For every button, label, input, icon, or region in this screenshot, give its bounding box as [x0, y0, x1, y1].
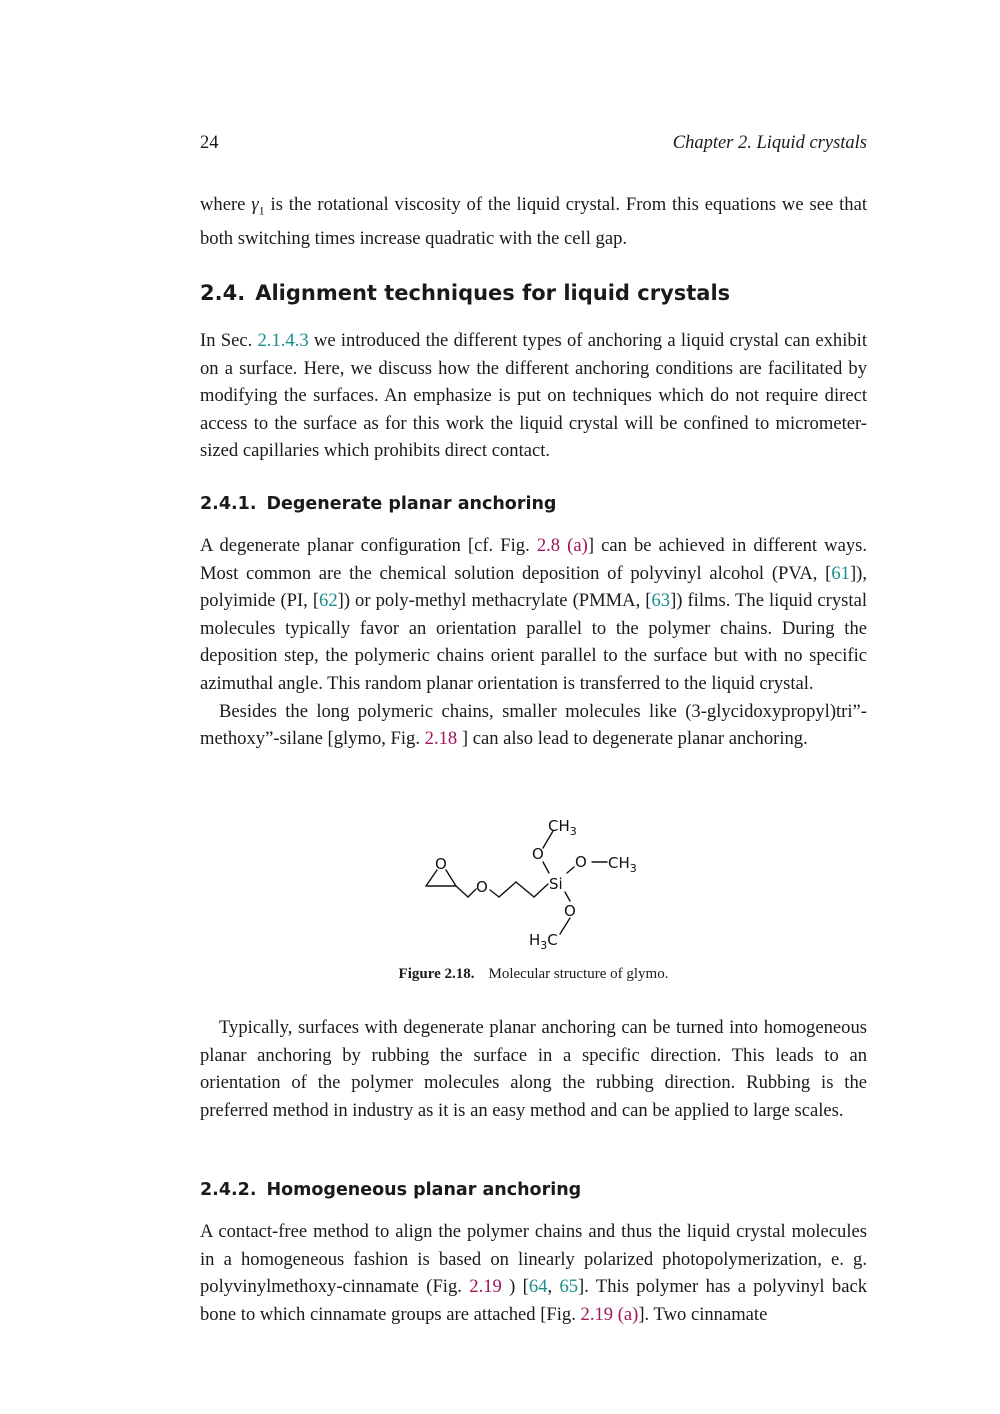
glymo-molecule-diagram: [410, 810, 660, 960]
glymo-structure-figure: [410, 810, 660, 960]
citation-link[interactable]: 62: [319, 590, 338, 612]
paragraph-homogeneous: A contact-free method to align the polymer chains and thus the liquid crystal molecules in a homogeneous fashion is based on linearly polarized photopolymerization, e. g. polyvinylmethoxy-cinnamate (Fig. 2.19 ) [64, 65]. This polymer has a polyvinyl back bone to which cinnamate groups are attached [Fig. 2.19 (a)]. Two cinnamate: [200, 1221, 867, 1325]
paragraph-anchoring-intro: In Sec. 2.1.4.3 we introduced the different types of anchoring a liquid crystal can exhibit on a surface. Here, we discuss how the different anchoring conditions are facilitated by modifying the surfaces. An emphasize is put on techniques which do not require direct access to the surface as for this work the liquid crystal will be confined to micrometer-sized capillaries which prohibits direct contact.: [200, 330, 867, 462]
bond: [468, 889, 476, 897]
citation-link[interactable]: 63: [651, 590, 671, 612]
paragraph-block-3: [200, 1014, 867, 1124]
figure-caption-text: Molecular structure of glymo.: [488, 966, 669, 982]
page-number: 24: [200, 133, 219, 153]
subsection-title: Degenerate planar anchoring: [266, 494, 557, 514]
section-number: 2.4.: [200, 281, 246, 305]
intro-paragraph: where $\gamma_1$ is the rotational viscosity of the liquid crystal. From this equations we see that both switching times increase quadratic with the cell gap.: [200, 194, 867, 250]
section-title: Alignment techniques for liquid crystals: [255, 281, 731, 305]
subsection-heading-homogeneous: [200, 1180, 581, 1200]
atom-label: O: [435, 855, 447, 873]
paragraph-degenerate: A degenerate planar configuration [cf. Fig. 2.8 (a)] can be achieved in different ways. Most common are the chemical solution deposition of polyvinyl alcohol (PVA, [61]), polyimide (PI, [62]) or poly-methyl methacrylate (PMMA, [63]) films. The liquid crystal molecules typically favor an orientation parallel to the polymer chains. During the deposition step, the polymeric chains orient parallel to the surface but with no specific azimuthal angle. This random planar orientation is transferred to the liquid crystal.: [200, 535, 868, 694]
intro-paragraph-block: [200, 191, 867, 253]
bond: [516, 882, 534, 897]
bond: [560, 918, 570, 934]
atom-label: O: [476, 878, 488, 896]
atom-label: $H_3C$: [529, 931, 558, 952]
running-header: [200, 133, 867, 155]
atom-label: O: [532, 845, 544, 863]
section-heading: [200, 281, 730, 305]
atom-label: O: [564, 902, 576, 920]
bond: [499, 882, 516, 897]
gamma-symbol: γ: [251, 194, 259, 215]
subsection-number: 2.4.2.: [200, 1180, 257, 1200]
citation-link[interactable]: 61: [831, 562, 850, 584]
subsection-title: Homogeneous planar anchoring: [266, 1180, 582, 1200]
bond: [534, 884, 548, 897]
bond: [567, 867, 574, 873]
paragraph-rubbing: Typically, surfaces with degenerate planar anchoring can be turned into homogeneous planar anchoring by rubbing the surface in a specific direction. This leads to an orientation of the polymer molecules along the rubbing direction. Rubbing is the preferred method in industry as it is an easy method and can be applied to large scales.: [200, 1017, 867, 1121]
bond: [446, 870, 456, 886]
atom-label: $CH_3$: [608, 854, 637, 875]
paragraph-glymo: Besides the long polymeric chains, smaller molecules like (3-glycidoxypropyl)tri”-methoxy”-silane [glymo, Fig. 2.18 ] can also lead to degenerate planar anchoring.: [200, 700, 867, 750]
figure-ref-link[interactable]: 2.19: [469, 1276, 502, 1298]
citation-link[interactable]: 65: [559, 1276, 579, 1298]
citation-link[interactable]: 64: [528, 1276, 548, 1298]
paragraph-block-4: [200, 1218, 867, 1328]
subsection-number: 2.4.1.: [200, 494, 257, 514]
figure-ref-link[interactable]: 2.8 (a): [536, 535, 588, 556]
bond: [543, 862, 549, 873]
figure-ref-link[interactable]: 2.18: [424, 728, 458, 750]
subsection-heading-degenerate: [200, 494, 556, 514]
atom-label: Si: [549, 875, 563, 893]
figure-caption: [200, 966, 867, 983]
atom-label: $CH_3$: [548, 817, 577, 838]
gamma-subscript: 1: [258, 203, 265, 218]
section-ref-link[interactable]: 2.1.4.3: [257, 330, 309, 351]
bond: [565, 892, 570, 901]
paragraph-block-1: [200, 327, 867, 465]
figure-label: Figure 2.18.: [398, 966, 475, 982]
atom-label: O: [575, 853, 587, 871]
paragraph-block-2: [200, 532, 867, 753]
bond: [490, 890, 499, 897]
chapter-title: Chapter 2. Liquid crystals: [672, 133, 867, 153]
figure-ref-link[interactable]: 2.19 (a): [580, 1303, 639, 1325]
bond: [456, 886, 468, 897]
